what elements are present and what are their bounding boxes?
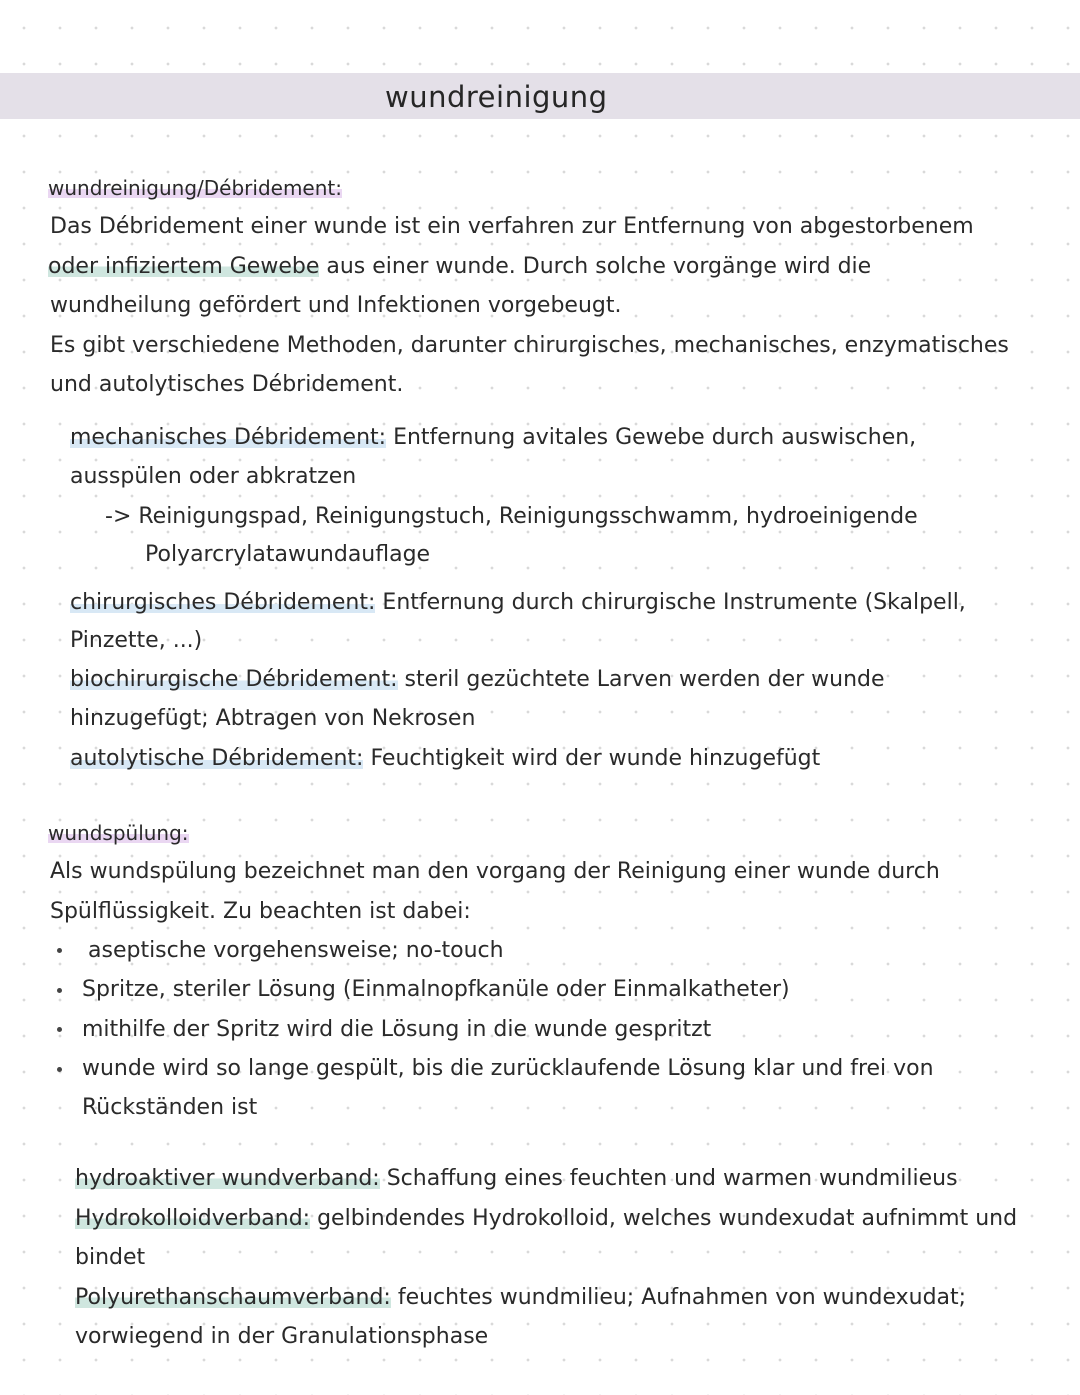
paragraph-line: und autolytisches Débridement.	[50, 372, 404, 397]
definition-chirurgisch	[70, 588, 966, 618]
term-chirurgisch: chirurgisches Débridement:	[70, 590, 376, 615]
term-polyurethan: Polyurethanschaumverband:	[75, 1285, 391, 1310]
term-autolytisch: autolytische Débridement:	[70, 746, 364, 771]
definition-text: Feuchtigkeit wird der wunde hinzugefügt	[363, 746, 821, 771]
definition-text: steril gezüchtete Larven werden der wunde	[397, 667, 885, 692]
paragraph-line: Spülflüssigkeit. Zu beachten ist dabei:	[50, 899, 471, 924]
definition-polyurethan	[75, 1283, 966, 1313]
bullet-dot	[57, 988, 62, 993]
arrow-line: Polyarcrylatawundauflage	[145, 542, 431, 567]
paragraph-line: Das Débridement einer wunde ist ein verfahren zur Entfernung von abgestorbenem	[50, 214, 974, 239]
arrow-line: -> Reinigungspad, Reinigungstuch, Reinigungsschwamm, hydroeinigende	[105, 504, 918, 529]
section-heading-wundspuelung	[48, 818, 189, 848]
definition-line: hinzugefügt; Abtragen von Nekrosen	[70, 706, 476, 731]
term-mechanisch: mechanisches Débridement:	[70, 425, 387, 450]
term-hydrokolloid: Hydrokolloidverband:	[75, 1206, 311, 1231]
bullet-dot	[57, 1027, 62, 1032]
definition-text: gelbindendes Hydrokolloid, welches wundexudat aufnimmt und	[310, 1206, 1018, 1231]
list-item: Spritze, steriler Lösung (Einmalnopfkanüle oder Einmalkatheter)	[82, 977, 790, 1002]
definition-text: Entfernung avitales Gewebe durch auswischen,	[386, 425, 917, 450]
list-item: aseptische vorgehensweise; no-touch	[88, 938, 504, 963]
definition-biochirurgisch	[70, 665, 885, 695]
bullet-dot	[57, 1067, 62, 1072]
bullet-dot	[57, 948, 62, 953]
list-item-continuation: Rückständen ist	[82, 1095, 258, 1120]
paragraph-line: Es gibt verschiedene Methoden, darunter chirurgisches, mechanisches, enzymatisches	[50, 333, 1009, 358]
page-title: wundreinigung	[385, 80, 608, 114]
definition-line: vorwiegend in der Granulationsphase	[75, 1324, 489, 1349]
term-hydroaktiv: hydroaktiver wundverband:	[75, 1166, 380, 1191]
paragraph-line: wundheilung gefördert und Infektionen vorgebeugt.	[50, 293, 622, 318]
section-heading-debridement	[48, 173, 342, 203]
definition-line: Pinzette, ...)	[70, 628, 203, 653]
heading-highlight: wundspülung:	[48, 821, 189, 845]
paragraph-line: Als wundspülung bezeichnet man den vorgang der Reinigung einer wunde durch	[50, 859, 940, 884]
heading-highlight: wundreinigung/Débridement:	[48, 176, 342, 200]
definition-line: ausspülen oder abkratzen	[70, 464, 357, 489]
paragraph-text: aus einer wunde. Durch solche vorgänge wird die	[319, 254, 872, 279]
list-item: mithilfe der Spritz wird die Lösung in die wunde gespritzt	[82, 1017, 712, 1042]
definition-mechanisch	[70, 423, 916, 453]
definition-text: Entfernung durch chirurgische Instrumente (Skalpell,	[375, 590, 966, 615]
definition-hydroaktiv	[75, 1164, 958, 1194]
definition-text: Schaffung eines feuchten und warmen wundmilieus	[379, 1166, 958, 1191]
definition-autolytisch	[70, 744, 820, 774]
definition-line: bindet	[75, 1245, 146, 1270]
highlighted-text: oder infiziertem Gewebe	[48, 254, 320, 279]
paragraph-line	[48, 252, 871, 282]
list-item: wunde wird so lange gespült, bis die zurücklaufende Lösung klar und frei von	[82, 1056, 934, 1081]
term-biochirurgisch: biochirurgische Débridement:	[70, 667, 398, 692]
definition-text: feuchtes wundmilieu; Aufnahmen von wundexudat;	[390, 1285, 967, 1310]
definition-hydrokolloid	[75, 1204, 1017, 1234]
